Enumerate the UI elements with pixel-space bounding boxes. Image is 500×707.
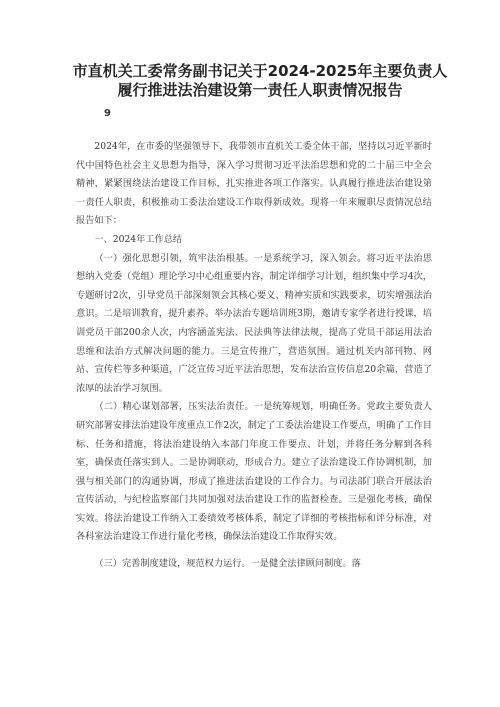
page-number: 9 — [104, 108, 111, 119]
paragraph-1: （一）强化思想引领，筑牢法治根基。一是系统学习，深入领会。将习近平法治思想纳入党委（党组）理论学习中心组重要内容，制定详细学习计划，组织集中学习4次，专题研讨2次，引导党员干部深刻领会其核心要义、精神实质和实践要求，切实增强法治意识。二是培训教育，提升素养。举办法治专题培训班3期，邀请专家学者进行授课，培训党员干部200余人次，内容涵盖宪法、民法典等法律法规，提高了党员干部运用法治思维和法治方式解决问题的能力。三是宣传推广，营造氛围。通过机关内部刊物、网站、宣传栏等多种渠道，广泛宣传习近平法治思想，发布法治宣传信息20余篇，营造了浓厚的法治学习氛围。 — [76, 252, 432, 394]
paragraph-gap — [76, 547, 432, 555]
paragraph-3: （三）完善制度建设，规范权力运行。一是健全法律顾问制度。落 — [94, 558, 361, 570]
section-heading: 一、2024年工作总结 — [94, 233, 183, 245]
paragraph-2: （二）精心谋划部署，压实法治责任。一是统筹规划，明确任务。党政主要负责人研究部署安排法治建设年度重点工作2次，制定了工委法治建设工作要点，明确了工作目标、任务和措施，将法治建设纳入本部门年度工作要点、计划，并将任务分解到各科室，确保责任落实到人。二是协调联动，形成合力。建立了法治建设工作协调机制，加强与相关部门的沟通协调，形成了推进法治建设的工作合力。与司法部门联合开展法治宣传活动，与纪检监察部门共同加强对法治建设工作的监督检查。三是强化考核，确保实效。将法治建设工作纳入工委绩效考核体系，制定了详细的考核指标和评分标准，对各科室法治建设工作进行量化考核，确保法治建设工作取得实效。 — [76, 401, 432, 543]
document-title — [50, 62, 470, 100]
title-line-2: 履行推进法治建设第一责任人职责情况报告 — [117, 81, 403, 99]
document-body — [76, 138, 432, 574]
title-line-1: 市直机关工委常务副书记关于2024-2025年主要负责人 — [72, 62, 448, 80]
intro-paragraph: 2024年，在市委的坚强领导下，我带领市直机关工委全体干部，坚持以习近平新时代中国特色社会主义思想为指导，深入学习贯彻习近平法治思想和党的二十届三中全会精神，紧紧围绕法治建设工作目标，扎实推进各项工作落实。认真履行推进法治建设第一责任人职责，积极推动工委法治建设工作取得新成效。现将一年来履职尽责情况总结报告如下： — [76, 141, 432, 227]
